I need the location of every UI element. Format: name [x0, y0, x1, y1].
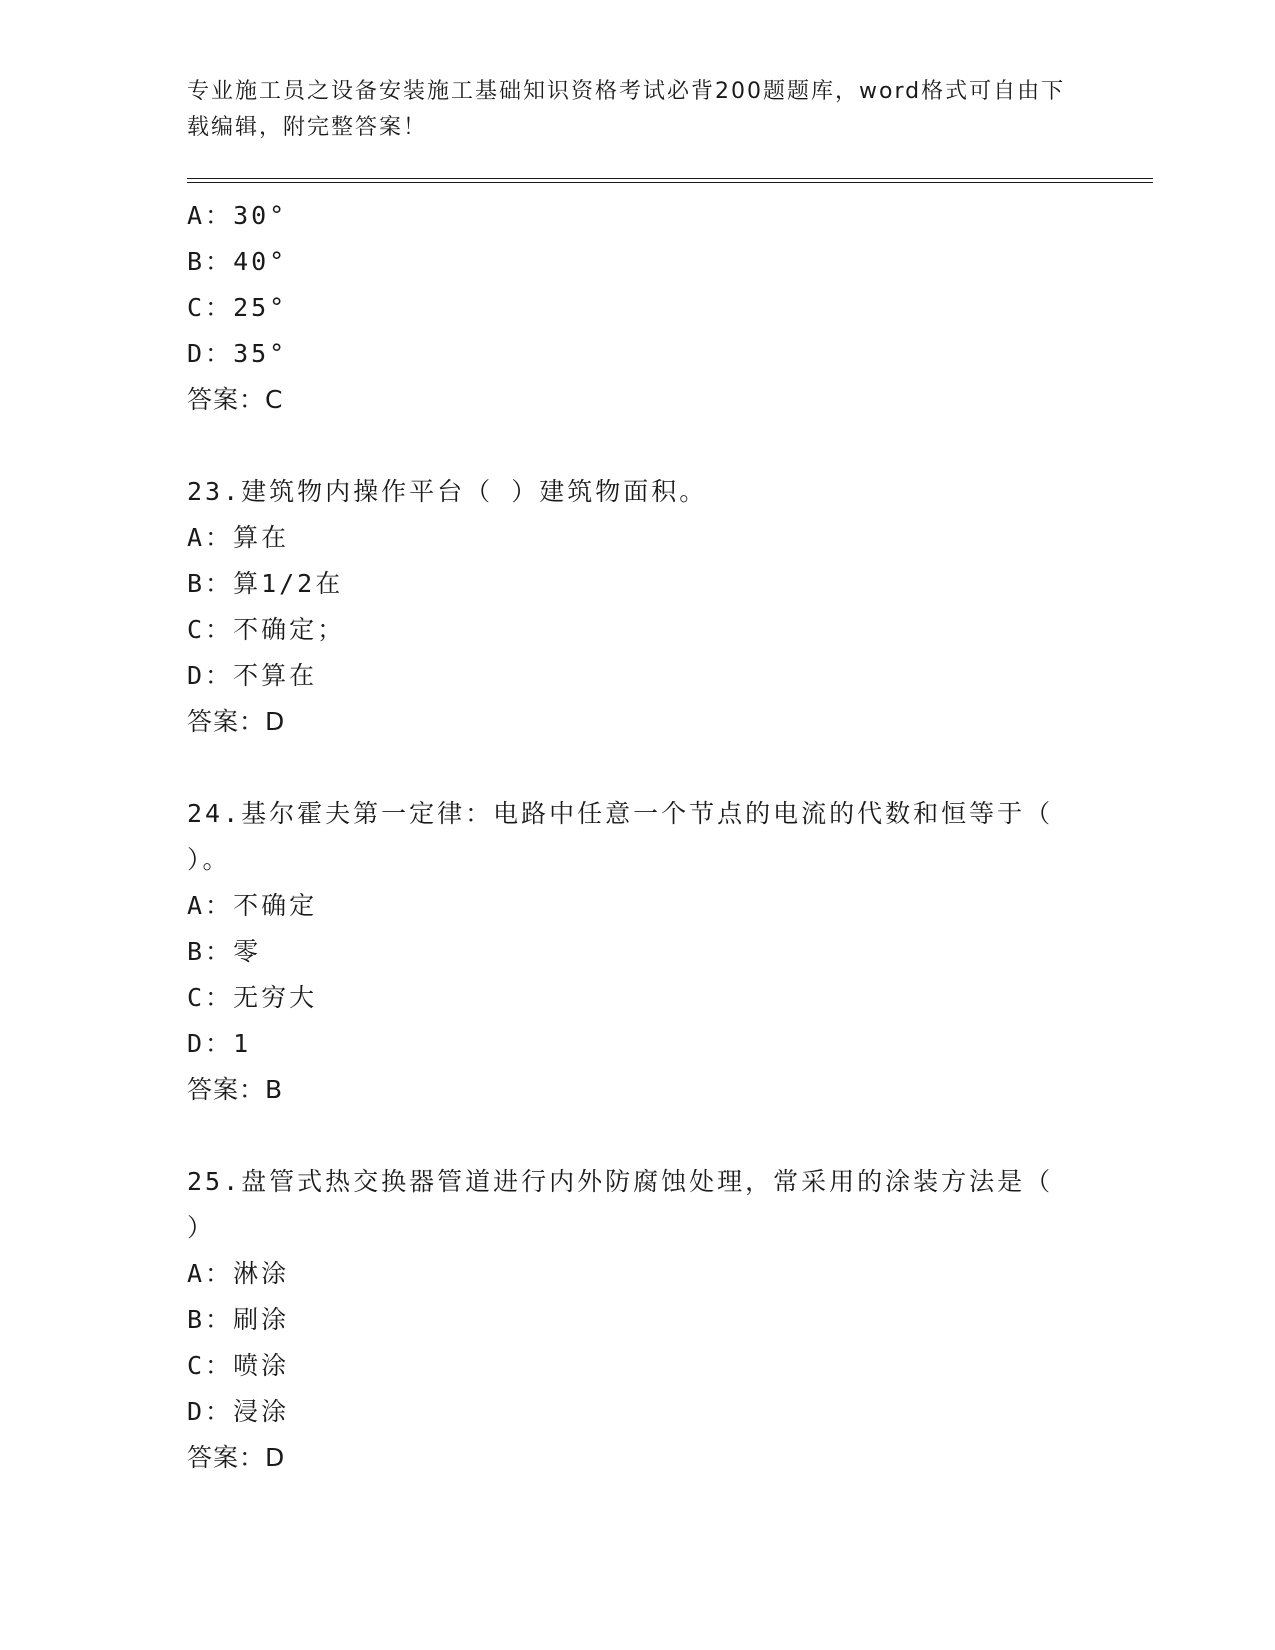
- option-value: 30°: [233, 201, 288, 230]
- option-b: [187, 561, 1067, 607]
- option-letter: B：: [187, 1305, 234, 1334]
- option-d: [187, 1389, 1067, 1435]
- option-d: [187, 1021, 1067, 1067]
- option-a: [187, 193, 1067, 239]
- option-letter: D：: [187, 1029, 234, 1058]
- option-value: 算1/2在: [233, 569, 344, 598]
- option-d: [187, 331, 1067, 377]
- option-letter: C：: [187, 293, 234, 322]
- spacer: [187, 423, 1067, 469]
- spacer: [187, 745, 1067, 791]
- question-text-line-2: ）: [187, 1213, 216, 1242]
- option-value: 算在: [233, 523, 290, 552]
- question-block-22: [187, 193, 1067, 423]
- header-divider-top: [187, 178, 1153, 179]
- option-letter: A：: [187, 523, 234, 552]
- option-letter: A：: [187, 891, 234, 920]
- option-letter: C：: [187, 983, 234, 1012]
- spacer: [187, 1113, 1067, 1159]
- option-letter: A：: [187, 1259, 234, 1288]
- option-letter: D：: [187, 661, 234, 690]
- option-c: [187, 975, 1067, 1021]
- option-value: 无穷大: [233, 983, 318, 1012]
- option-letter: D：: [187, 1397, 234, 1426]
- option-letter: C：: [187, 1351, 234, 1380]
- option-d: [187, 653, 1067, 699]
- question-list: [187, 193, 1067, 1481]
- option-value: 35°: [233, 339, 288, 368]
- question-text-line-2: ）。: [187, 845, 231, 874]
- option-b: [187, 239, 1067, 285]
- document-header-title: 专业施工员之设备安装施工基础知识资格考试必背200题题库，word格式可自由下载编辑，附完整答案！: [187, 79, 1066, 140]
- question-block-25: [187, 1159, 1067, 1481]
- answer-line: 答案：D: [187, 1443, 286, 1472]
- option-c: [187, 607, 1067, 653]
- option-letter: B：: [187, 247, 234, 276]
- answer-line: 答案：C: [187, 385, 284, 414]
- option-value: 25°: [233, 293, 288, 322]
- option-a: [187, 1251, 1067, 1297]
- option-value: 不确定: [233, 891, 318, 920]
- option-value: 不算在: [233, 661, 318, 690]
- option-c: [187, 285, 1067, 331]
- option-value: 刷涂: [233, 1305, 290, 1334]
- option-letter: D：: [187, 339, 234, 368]
- option-a: [187, 515, 1067, 561]
- option-value: 1: [233, 1029, 252, 1058]
- question-block-23: [187, 469, 1067, 745]
- option-letter: C：: [187, 615, 234, 644]
- option-letter: A：: [187, 201, 234, 230]
- option-value: 不确定；: [233, 615, 346, 644]
- option-b: [187, 1297, 1067, 1343]
- header-divider-bottom: [187, 182, 1153, 183]
- option-c: [187, 1343, 1067, 1389]
- question-text-line-1: 25.盘管式热交换器管道进行内外防腐蚀处理，常采用的涂装方法是（: [187, 1167, 1054, 1196]
- option-value: 喷涂: [233, 1351, 290, 1380]
- option-b: [187, 929, 1067, 975]
- question-text: 23.建筑物内操作平台（ ）建筑物面积。: [187, 477, 708, 506]
- answer-line: 答案：B: [187, 1075, 284, 1104]
- option-a: [187, 883, 1067, 929]
- question-block-24: [187, 791, 1067, 1113]
- option-value: 零: [233, 937, 262, 966]
- option-value: 浸涂: [233, 1397, 290, 1426]
- option-value: 40°: [233, 247, 288, 276]
- answer-line: 答案：D: [187, 707, 286, 736]
- option-letter: B：: [187, 569, 234, 598]
- question-text-line-1: 24.基尔霍夫第一定律：电路中任意一个节点的电流的代数和恒等于（: [187, 799, 1054, 828]
- option-value: 淋涂: [233, 1259, 290, 1288]
- option-letter: B：: [187, 937, 234, 966]
